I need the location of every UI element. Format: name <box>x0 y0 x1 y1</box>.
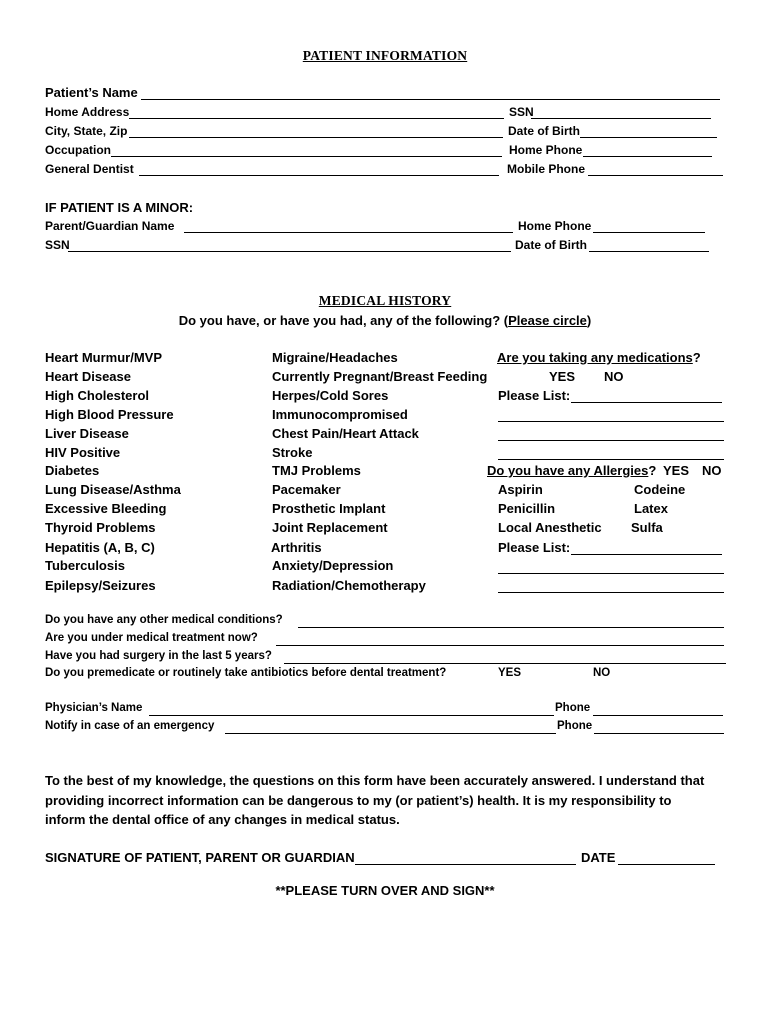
condition-diabetes[interactable]: Diabetes <box>45 463 100 478</box>
condition-joint-replacement[interactable]: Joint Replacement <box>272 520 388 535</box>
condition-chest-pain[interactable]: Chest Pain/Heart Attack <box>272 426 419 441</box>
condition-tmj[interactable]: TMJ Problems <box>272 463 361 478</box>
general-dentist-field[interactable] <box>139 175 499 176</box>
please-circle-text: Please circle <box>508 313 587 328</box>
condition-immunocompromised[interactable]: Immunocompromised <box>272 407 408 422</box>
occupation-field[interactable] <box>111 156 502 157</box>
condition-prosthetic-implant[interactable]: Prosthetic Implant <box>272 501 386 516</box>
condition-tuberculosis[interactable]: Tuberculosis <box>45 558 125 573</box>
condition-high-cholesterol[interactable]: High Cholesterol <box>45 388 150 403</box>
medical-history-question: Do you have, or have you had, any of the following? (Please circle) <box>178 313 592 328</box>
guardian-name-field[interactable] <box>184 232 513 233</box>
patient-name-label: Patient’s Name <box>45 85 138 100</box>
premedicate-yes[interactable]: YES <box>498 667 522 679</box>
medical-treatment-field[interactable] <box>276 645 724 646</box>
statement-line-3: inform the dental office of any changes in medical status. <box>45 812 400 827</box>
condition-stroke[interactable]: Stroke <box>272 445 313 460</box>
minor-ssn-label: SSN <box>45 238 70 252</box>
allergies-please-list-label: Please List: <box>498 540 571 555</box>
allergies-list-line-2[interactable] <box>498 573 724 574</box>
statement-line-1: To the best of my knowledge, the questions on this form have been accurately answered. I understand that <box>45 773 705 788</box>
city-state-zip-label: City, State, Zip <box>45 124 128 138</box>
home-phone-label: Home Phone <box>509 143 583 157</box>
date-label: DATE <box>581 850 616 865</box>
allergies-no[interactable]: NO <box>702 463 722 478</box>
physician-phone-label: Phone <box>555 702 591 714</box>
condition-thyroid-problems[interactable]: Thyroid Problems <box>45 520 156 535</box>
condition-arthritis[interactable]: Arthritis <box>271 540 322 555</box>
occupation-label: Occupation <box>45 143 112 157</box>
medications-please-list-label: Please List: <box>498 388 571 403</box>
medical-treatment-label: Are you under medical treatment now? <box>45 632 258 644</box>
ssn-field[interactable] <box>531 118 711 119</box>
patient-information-title: PATIENT INFORMATION <box>302 48 468 63</box>
emergency-phone-label: Phone <box>557 720 593 732</box>
minor-ssn-field[interactable] <box>68 251 511 252</box>
medications-list-line-4[interactable] <box>498 459 724 460</box>
condition-anxiety[interactable]: Anxiety/Depression <box>272 558 394 573</box>
ssn-label: SSN <box>509 105 534 119</box>
medical-history-title: MEDICAL HISTORY <box>318 293 452 308</box>
date-of-birth-field[interactable] <box>580 137 717 138</box>
condition-pregnant[interactable]: Currently Pregnant/Breast Feeding <box>272 369 488 384</box>
condition-heart-murmur[interactable]: Heart Murmur/MVP <box>45 350 163 365</box>
home-address-field[interactable] <box>129 118 504 119</box>
allergy-aspirin[interactable]: Aspirin <box>498 482 543 497</box>
minor-date-of-birth-label: Date of Birth <box>515 238 587 252</box>
condition-high-blood-pressure[interactable]: High Blood Pressure <box>45 407 174 422</box>
mobile-phone-field[interactable] <box>588 175 723 176</box>
condition-epilepsy[interactable]: Epilepsy/Seizures <box>45 578 156 593</box>
physician-phone-field[interactable] <box>593 715 723 716</box>
allergy-codeine[interactable]: Codeine <box>634 482 686 497</box>
minor-date-of-birth-field[interactable] <box>589 251 709 252</box>
medications-question: Are you taking any medications? <box>497 350 701 365</box>
mobile-phone-label: Mobile Phone <box>507 162 585 176</box>
allergy-sulfa[interactable]: Sulfa <box>631 520 663 535</box>
guardian-name-label: Parent/Guardian Name <box>45 219 175 233</box>
home-phone-field[interactable] <box>583 156 712 157</box>
condition-herpes[interactable]: Herpes/Cold Sores <box>272 388 389 403</box>
allergy-latex[interactable]: Latex <box>634 501 668 516</box>
medications-list-line-3[interactable] <box>498 440 724 441</box>
minor-heading: IF PATIENT IS A MINOR: <box>45 200 194 215</box>
surgery-label: Have you had surgery in the last 5 years? <box>45 650 272 662</box>
allergies-question: Do you have any Allergies? <box>487 463 657 478</box>
date-field[interactable] <box>618 864 715 865</box>
signature-label: SIGNATURE OF PATIENT, PARENT OR GUARDIAN <box>45 850 355 865</box>
condition-heart-disease[interactable]: Heart Disease <box>45 369 131 384</box>
general-dentist-label: General Dentist <box>45 162 134 176</box>
other-conditions-label: Do you have any other medical conditions? <box>45 614 283 626</box>
statement-line-2: providing incorrect information can be dangerous to my (or patient’s) health. It is my responsibility to <box>45 793 672 808</box>
emergency-phone-field[interactable] <box>594 733 724 734</box>
physician-name-label: Physician’s Name <box>45 702 143 714</box>
physician-name-field[interactable] <box>149 715 554 716</box>
condition-hepatitis[interactable]: Hepatitis (A, B, C) <box>45 540 155 555</box>
condition-migraine[interactable]: Migraine/Headaches <box>272 350 398 365</box>
condition-hiv-positive[interactable]: HIV Positive <box>45 445 121 460</box>
condition-liver-disease[interactable]: Liver Disease <box>45 426 129 441</box>
condition-excessive-bleeding[interactable]: Excessive Bleeding <box>45 501 167 516</box>
other-conditions-field[interactable] <box>298 627 724 628</box>
emergency-contact-label: Notify in case of an emergency <box>45 720 215 732</box>
condition-pacemaker[interactable]: Pacemaker <box>272 482 341 497</box>
allergies-yes[interactable]: YES <box>663 463 690 478</box>
allergies-list-line-1[interactable] <box>571 554 722 555</box>
allergies-list-line-3[interactable] <box>498 592 724 593</box>
home-address-label: Home Address <box>45 105 130 119</box>
premedicate-label: Do you premedicate or routinely take antibiotics before dental treatment? <box>45 667 447 679</box>
emergency-contact-field[interactable] <box>225 733 556 734</box>
signature-field[interactable] <box>355 864 576 865</box>
city-state-zip-field[interactable] <box>129 137 503 138</box>
patient-name-field[interactable] <box>141 99 720 100</box>
medications-yes[interactable]: YES <box>549 369 576 384</box>
turn-over-notice: **PLEASE TURN OVER AND SIGN** <box>275 883 495 898</box>
medications-list-line-2[interactable] <box>498 421 724 422</box>
allergy-local-anesthetic[interactable]: Local Anesthetic <box>498 520 602 535</box>
medications-no[interactable]: NO <box>604 369 624 384</box>
date-of-birth-label: Date of Birth <box>508 124 580 138</box>
medications-list-line-1[interactable] <box>571 402 722 403</box>
allergy-penicillin[interactable]: Penicillin <box>498 501 556 516</box>
premedicate-no[interactable]: NO <box>593 667 611 679</box>
condition-lung-disease[interactable]: Lung Disease/Asthma <box>45 482 181 497</box>
surgery-field[interactable] <box>284 663 726 664</box>
condition-radiation[interactable]: Radiation/Chemotherapy <box>272 578 426 593</box>
minor-home-phone-label: Home Phone <box>518 219 592 233</box>
minor-home-phone-field[interactable] <box>593 232 705 233</box>
